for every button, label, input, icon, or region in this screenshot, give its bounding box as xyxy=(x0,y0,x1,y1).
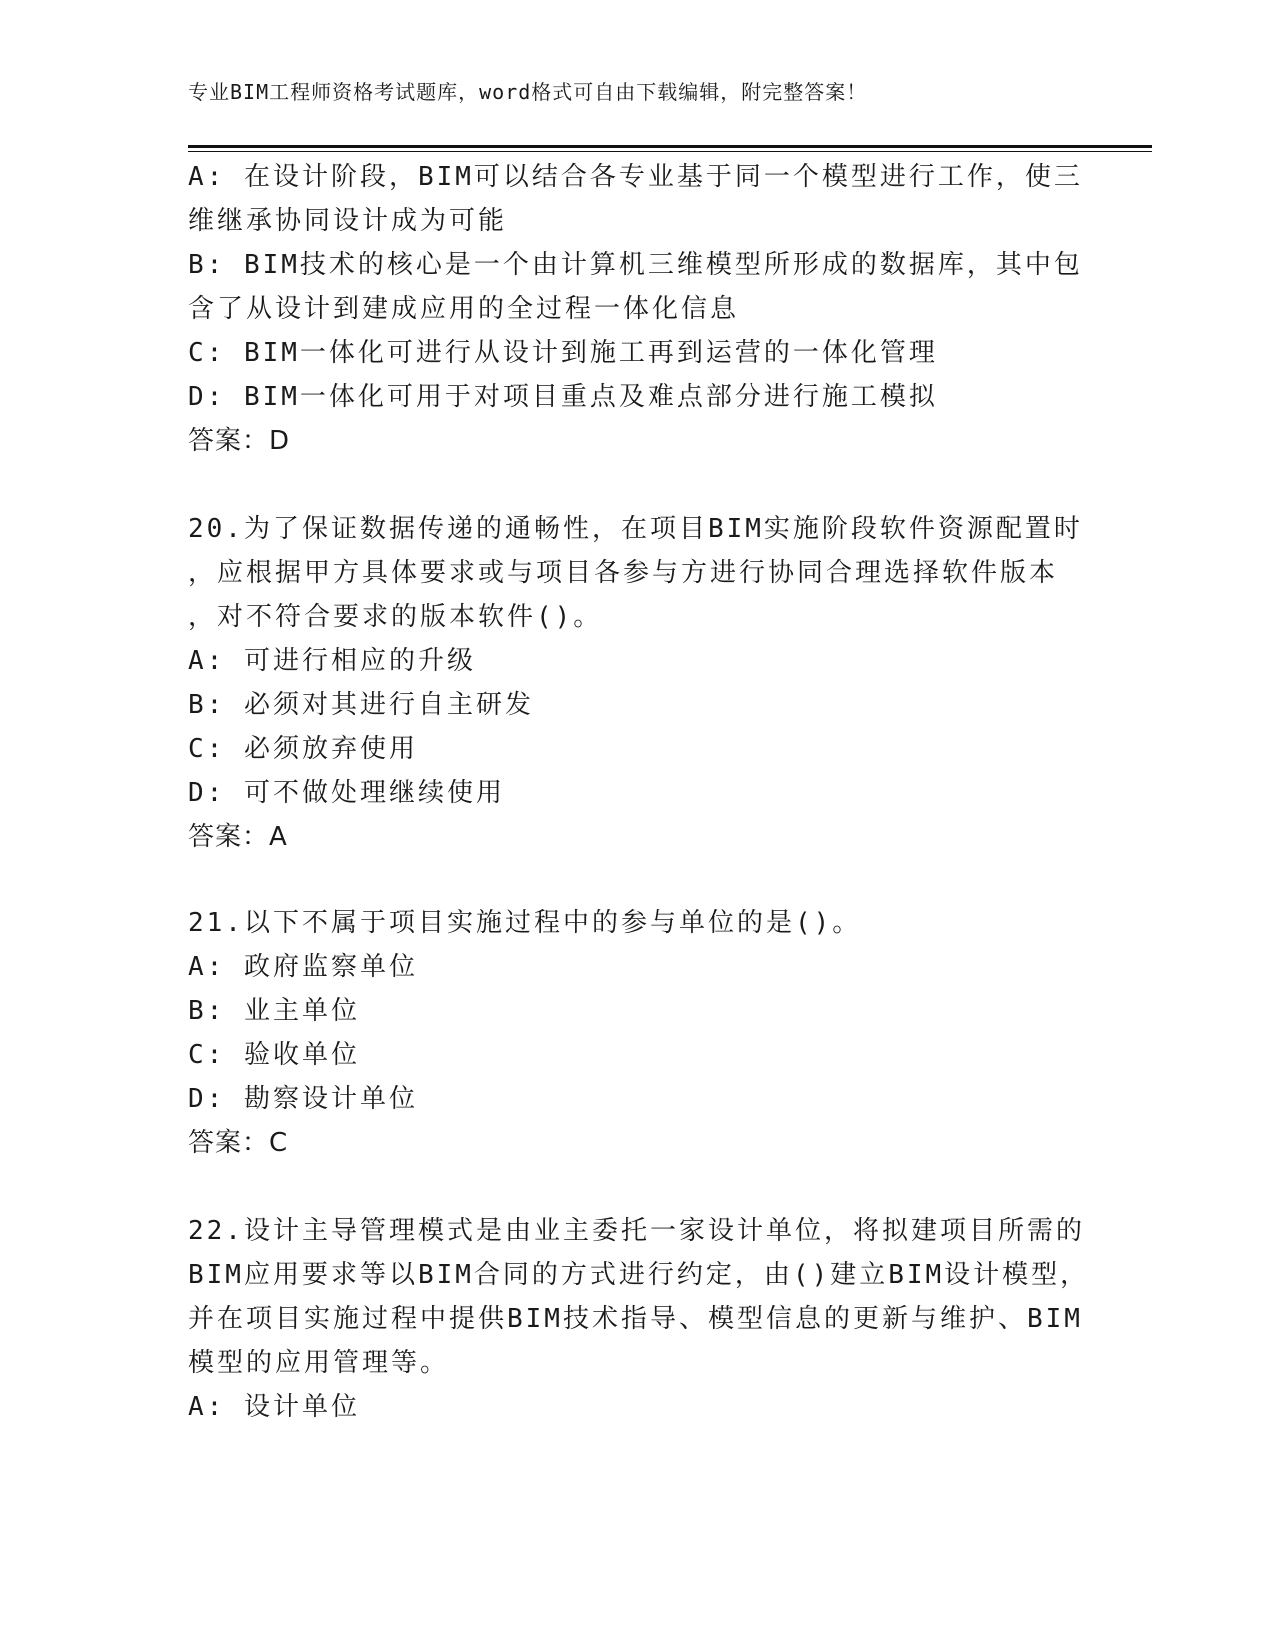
q19-option-b-line1: B: BIM技术的核心是一个由计算机三维模型所形成的数据库，其中包 xyxy=(188,250,1083,280)
q19-option-d: D: BIM一体化可用于对项目重点及难点部分进行施工模拟 xyxy=(188,382,938,412)
q21-option-d: D: 勘察设计单位 xyxy=(188,1084,418,1114)
q19-option-a-line2: 维继承协同设计成为可能 xyxy=(188,206,508,236)
q20-option-a: A: 可进行相应的升级 xyxy=(188,646,476,676)
header-divider-thin xyxy=(188,151,1152,152)
q22-stem-line2: BIM应用要求等以BIM合同的方式进行约定，由()建立BIM设计模型， xyxy=(188,1260,1090,1290)
q21-stem-line1: 21.以下不属于项目实施过程中的参与单位的是()。 xyxy=(188,908,862,938)
q21-option-a: A: 政府监察单位 xyxy=(188,952,418,982)
header-divider-thick xyxy=(188,145,1152,148)
q19-answer: 答案：D xyxy=(188,426,291,456)
q19-option-b-line2: 含了从设计到建成应用的全过程一体化信息 xyxy=(188,294,740,324)
q21-option-b: B: 业主单位 xyxy=(188,996,360,1026)
q20-stem-line2: ，应根据甲方具体要求或与项目各参与方进行协同合理选择软件版本 xyxy=(188,558,1059,588)
q19-option-a-line1: A: 在设计阶段，BIM可以结合各专业基于同一个模型进行工作，使三 xyxy=(188,162,1083,192)
q20-stem-line3: ，对不符合要求的版本软件()。 xyxy=(188,602,603,632)
q22-stem-line1: 22.设计主导管理模式是由业主委托一家设计单位，将拟建项目所需的 xyxy=(188,1216,1085,1246)
page-header: 专业BIM工程师资格考试题库，word格式可自由下载编辑，附完整答案！ xyxy=(188,80,868,104)
q19-option-c: C: BIM一体化可进行从设计到施工再到运营的一体化管理 xyxy=(188,338,938,368)
q20-option-c: C: 必须放弃使用 xyxy=(188,734,418,764)
q21-option-c: C: 验收单位 xyxy=(188,1040,360,1070)
q20-answer: 答案：A xyxy=(188,822,288,852)
q22-stem-line3: 并在项目实施过程中提供BIM技术指导、模型信息的更新与维护、BIM xyxy=(188,1304,1083,1334)
q22-option-a: A: 设计单位 xyxy=(188,1392,360,1422)
q20-option-d: D: 可不做处理继续使用 xyxy=(188,778,505,808)
q21-answer: 答案：C xyxy=(188,1128,289,1158)
q22-stem-line4: 模型的应用管理等。 xyxy=(188,1348,450,1378)
q20-stem-line1: 20.为了保证数据传递的通畅性，在项目BIM实施阶段软件资源配置时 xyxy=(188,514,1083,544)
q20-option-b: B: 必须对其进行自主研发 xyxy=(188,690,534,720)
